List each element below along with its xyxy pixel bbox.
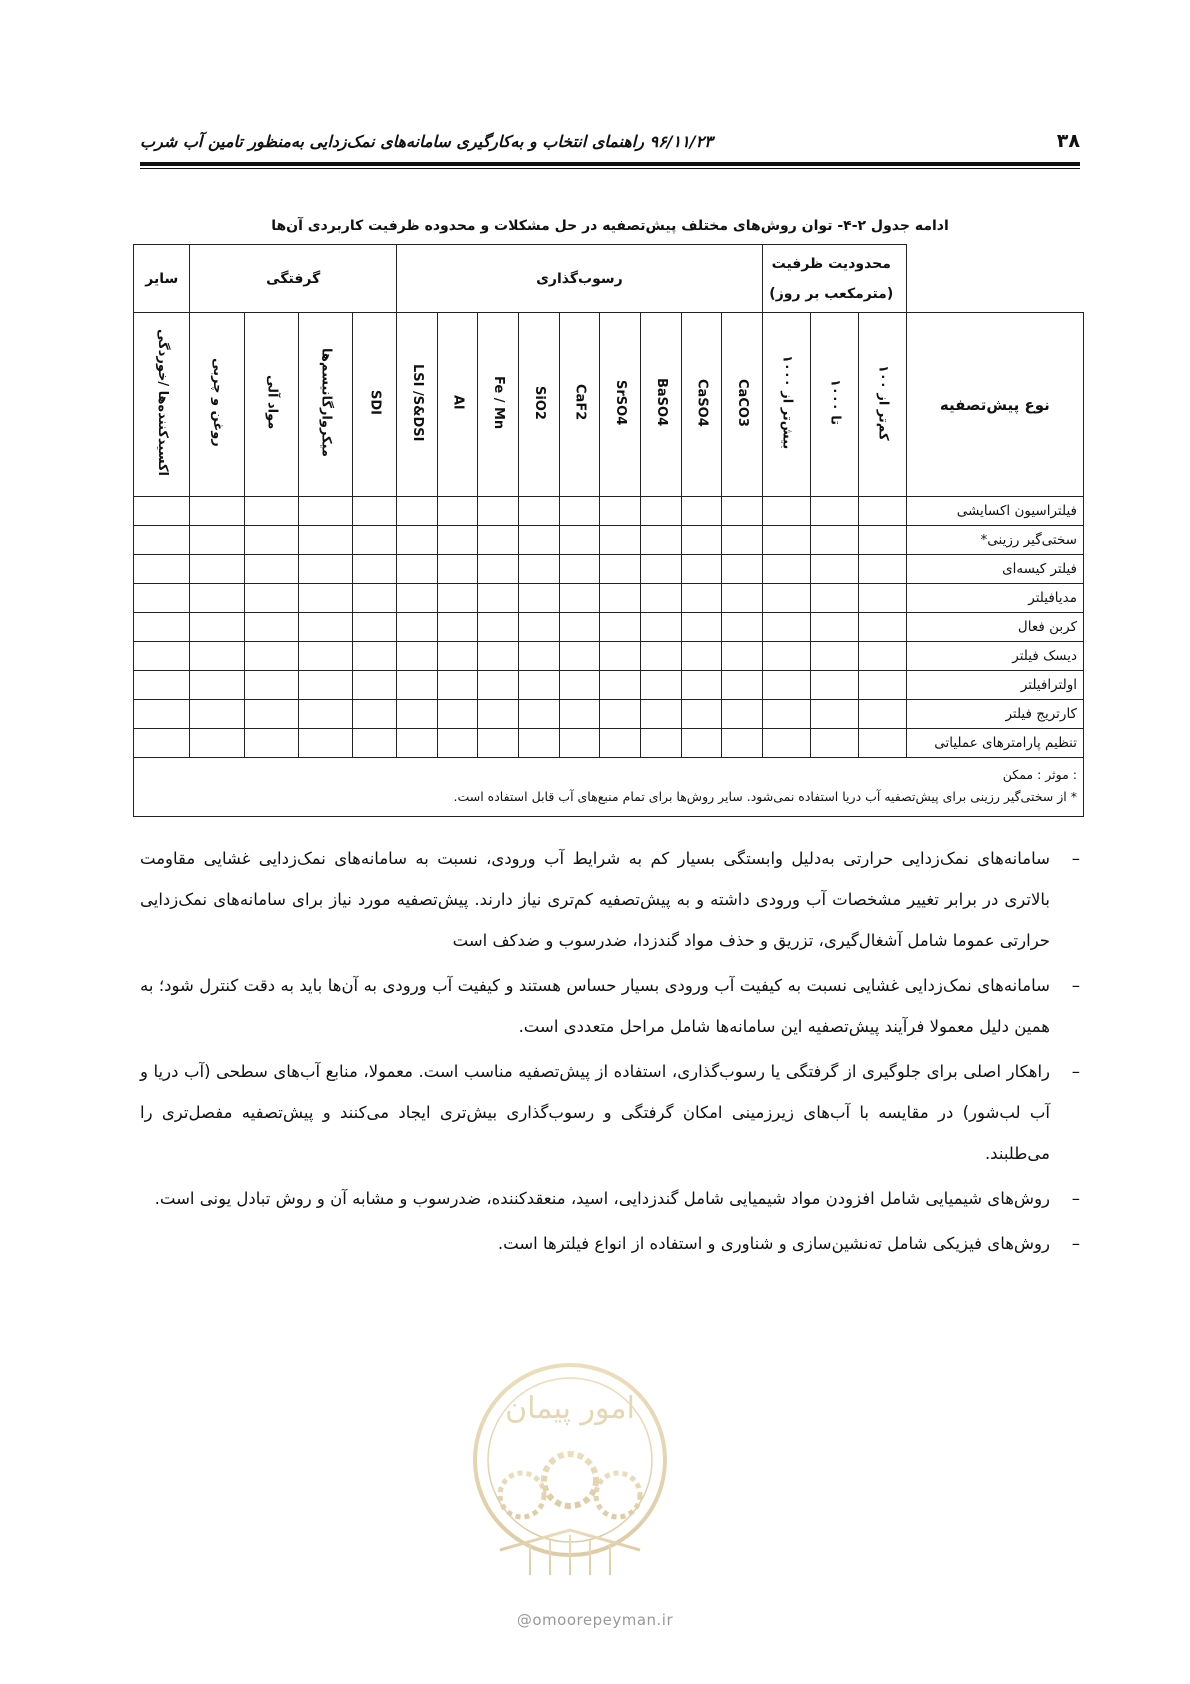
table-cell bbox=[190, 613, 244, 642]
table-cell bbox=[559, 584, 600, 613]
table-cell bbox=[640, 700, 681, 729]
table-cell bbox=[134, 526, 190, 555]
table-cell bbox=[298, 671, 352, 700]
table-cell bbox=[478, 555, 519, 584]
table-cell bbox=[559, 671, 600, 700]
col-sio2: SiO2 bbox=[518, 313, 559, 497]
running-title: ۹۶/۱۱/۲۳ راهنمای انتخاب و به‌کارگیری سامانه‌های نمک‌زدایی به‌منظور تامین آب شرب bbox=[140, 132, 713, 151]
table-cell bbox=[640, 613, 681, 642]
table-cell bbox=[810, 613, 858, 642]
table-cell bbox=[681, 729, 722, 758]
table-cell bbox=[810, 700, 858, 729]
table-cell bbox=[722, 729, 763, 758]
table-row bbox=[134, 613, 1084, 642]
bullet-item: – سامانه‌های نمک‌زدایی غشایی نسبت به کیفیت آب ورودی بسیار حساس هستند و کیفیت آب ورودی به آن‌ها باید به دقت کنترل شود؛ به همین دلیل معمولا فرآیند پیش‌تصفیه این سامانه‌ها شامل مراحل متعددی است. bbox=[140, 965, 1080, 1047]
table-cell bbox=[244, 555, 298, 584]
legend: : موثر : ممکن bbox=[1002, 767, 1077, 782]
table-cell bbox=[298, 700, 352, 729]
table-row bbox=[134, 584, 1084, 613]
table-cell bbox=[681, 671, 722, 700]
table-cell bbox=[722, 613, 763, 642]
table-cell bbox=[722, 497, 763, 526]
table-notes bbox=[134, 758, 1084, 817]
table-cell bbox=[518, 613, 559, 642]
bullet-dash: – bbox=[1071, 1234, 1080, 1253]
table-cell bbox=[244, 642, 298, 671]
table-row bbox=[134, 671, 1084, 700]
col-capacity-lt100: کم‌تر از ۱۰۰ bbox=[858, 313, 906, 497]
col-sdi: SDI bbox=[353, 313, 397, 497]
pretreatment-table bbox=[133, 244, 1084, 817]
row-label: فیلتراسیون اکسایشی bbox=[906, 497, 1083, 526]
table-cell bbox=[640, 497, 681, 526]
table-cell bbox=[190, 526, 244, 555]
table-cell bbox=[298, 642, 352, 671]
table-cell bbox=[762, 671, 810, 700]
col-al: Al bbox=[437, 313, 478, 497]
table-cell bbox=[600, 497, 641, 526]
table-row bbox=[134, 642, 1084, 671]
type-header-blank bbox=[906, 245, 1083, 313]
table-cell bbox=[396, 497, 437, 526]
table-cell bbox=[298, 497, 352, 526]
table-cell bbox=[478, 584, 519, 613]
table-row bbox=[134, 555, 1084, 584]
table-cell bbox=[244, 671, 298, 700]
table-cell bbox=[396, 584, 437, 613]
table-cell bbox=[244, 700, 298, 729]
table-cell bbox=[190, 729, 244, 758]
table-cell bbox=[518, 497, 559, 526]
table-cell bbox=[437, 729, 478, 758]
table-cell bbox=[762, 700, 810, 729]
table-cell bbox=[810, 526, 858, 555]
table-cell bbox=[437, 497, 478, 526]
col-srso4: SrSO4 bbox=[600, 313, 641, 497]
table-cell bbox=[134, 729, 190, 758]
table-row bbox=[134, 729, 1084, 758]
header-rule-thin bbox=[140, 168, 1080, 169]
table-cell bbox=[134, 497, 190, 526]
page-header bbox=[140, 128, 1080, 168]
table-cell bbox=[600, 700, 641, 729]
table-cell bbox=[858, 526, 906, 555]
col-capacity-to1000: تا ۱۰۰۰ bbox=[810, 313, 858, 497]
table-cell bbox=[640, 729, 681, 758]
col-caco3: CaCO3 bbox=[722, 313, 763, 497]
table-cell bbox=[298, 729, 352, 758]
row-label: اولترافیلتر bbox=[906, 671, 1083, 700]
table-cell bbox=[810, 555, 858, 584]
table-cell bbox=[810, 671, 858, 700]
table-cell bbox=[559, 700, 600, 729]
table-cell bbox=[353, 526, 397, 555]
scaling-group-header: رسوب‌گذاری bbox=[396, 245, 762, 313]
table-cell bbox=[244, 613, 298, 642]
table-cell bbox=[518, 555, 559, 584]
table-cell bbox=[518, 700, 559, 729]
row-label: سختی‌گیر رزینی* bbox=[906, 526, 1083, 555]
table-cell bbox=[437, 642, 478, 671]
row-label: کربن فعال bbox=[906, 613, 1083, 642]
table-cell bbox=[298, 584, 352, 613]
col-capacity-gt1000: بیش‌تر از ۱۰۰۰ bbox=[762, 313, 810, 497]
table-caption: ادامه جدول ۲-۴- توان روش‌های مختلف پیش‌تصفیه در حل مشکلات و محدوده ظرفیت کاربردی آن‌ها bbox=[271, 218, 949, 234]
bullet-dash: – bbox=[1071, 976, 1080, 995]
col-fe-mn: Fe / Mn bbox=[478, 313, 519, 497]
col-baso4: BaSO4 bbox=[640, 313, 681, 497]
table-cell bbox=[353, 700, 397, 729]
table-cell bbox=[353, 584, 397, 613]
col-microorganisms: میکروارگانیسم‌ها bbox=[298, 313, 352, 497]
table-cell bbox=[478, 526, 519, 555]
table-cell bbox=[722, 700, 763, 729]
table-cell bbox=[681, 700, 722, 729]
table-cell bbox=[134, 642, 190, 671]
bullet-dash: – bbox=[1071, 1062, 1080, 1081]
table-cell bbox=[353, 671, 397, 700]
fouling-group-header: گرفتگی bbox=[190, 245, 396, 313]
table-cell bbox=[722, 555, 763, 584]
table-cell bbox=[353, 555, 397, 584]
table-cell bbox=[244, 584, 298, 613]
table-cell bbox=[134, 555, 190, 584]
table-cell bbox=[244, 497, 298, 526]
table-cell bbox=[190, 497, 244, 526]
table-cell bbox=[600, 671, 641, 700]
table-cell bbox=[762, 555, 810, 584]
table-cell bbox=[640, 526, 681, 555]
col-lsi-sdsi: LSI /S&DSI bbox=[396, 313, 437, 497]
table-cell bbox=[190, 700, 244, 729]
table-cell bbox=[858, 497, 906, 526]
table-cell bbox=[518, 642, 559, 671]
table-cell bbox=[681, 526, 722, 555]
table-cell bbox=[600, 584, 641, 613]
table-cell bbox=[681, 584, 722, 613]
table-cell bbox=[396, 526, 437, 555]
row-label: تنظیم پارامترهای عملیاتی bbox=[906, 729, 1083, 758]
table-cell bbox=[722, 642, 763, 671]
table-cell bbox=[600, 613, 641, 642]
col-oil-grease: روغن و چربی bbox=[190, 313, 244, 497]
table-cell bbox=[437, 700, 478, 729]
table-cell bbox=[190, 642, 244, 671]
table-cell bbox=[722, 671, 763, 700]
bullet-item: – روش‌های شیمیایی شامل افزودن مواد شیمیایی شامل گندزدایی، اسید، منعقدکننده، ضدرسوب و مشابه آن و روش تبادل یونی است. bbox=[140, 1178, 1080, 1219]
table-cell bbox=[600, 729, 641, 758]
table-cell bbox=[298, 555, 352, 584]
watermark-site: @omoorepeyman.ir bbox=[516, 1611, 674, 1629]
table-cell bbox=[762, 526, 810, 555]
watermark-logo-text: امور پیمان bbox=[505, 1391, 635, 1426]
table-cell bbox=[559, 555, 600, 584]
table-cell bbox=[244, 729, 298, 758]
table-cell bbox=[396, 671, 437, 700]
table-cell bbox=[518, 729, 559, 758]
table-cell bbox=[681, 497, 722, 526]
table-cell bbox=[437, 555, 478, 584]
table-cell bbox=[762, 729, 810, 758]
capacity-header-label: محدودیت ظرفیت bbox=[771, 255, 891, 272]
table-row bbox=[134, 526, 1084, 555]
table-cell bbox=[762, 497, 810, 526]
table-cell bbox=[298, 526, 352, 555]
table-cell bbox=[600, 526, 641, 555]
bullet-item: – روش‌های فیزیکی شامل ته‌نشین‌سازی و شناوری و استفاده از انواع فیلترها است. bbox=[140, 1223, 1080, 1264]
body-text bbox=[140, 838, 1080, 1268]
table-cell bbox=[244, 526, 298, 555]
table-cell bbox=[437, 526, 478, 555]
table-row bbox=[134, 700, 1084, 729]
table-cell bbox=[353, 642, 397, 671]
table-cell bbox=[298, 613, 352, 642]
table-cell bbox=[858, 642, 906, 671]
table-cell bbox=[437, 671, 478, 700]
bullet-dash: – bbox=[1071, 849, 1080, 868]
table-cell bbox=[640, 584, 681, 613]
table-cell bbox=[858, 700, 906, 729]
row-label: مدیافیلتر bbox=[906, 584, 1083, 613]
table-cell bbox=[396, 700, 437, 729]
table-cell bbox=[396, 729, 437, 758]
table-cell bbox=[134, 700, 190, 729]
row-label: کارتریج فیلتر bbox=[906, 700, 1083, 729]
table-cell bbox=[518, 526, 559, 555]
pretreatment-type-header: نوع پیش‌تصفیه bbox=[906, 313, 1083, 497]
table-cell bbox=[353, 613, 397, 642]
table-cell bbox=[858, 555, 906, 584]
table-cell bbox=[134, 584, 190, 613]
table-cell bbox=[810, 729, 858, 758]
table-cell bbox=[810, 584, 858, 613]
table-cell bbox=[600, 642, 641, 671]
col-oxidants-corrosion: اکسیدکننده‌ها /خوردگی bbox=[134, 313, 190, 497]
table-cell bbox=[134, 613, 190, 642]
table-cell bbox=[600, 555, 641, 584]
table-cell bbox=[559, 497, 600, 526]
table-cell bbox=[478, 497, 519, 526]
bullet-item: – راهکار اصلی برای جلوگیری از گرفتگی یا رسوب‌گذاری، استفاده از پیش‌تصفیه مناسب است. معمولا، منابع آب‌های سطحی (آب دریا و آب لب‌شور) در مقایسه با آب‌های زیرزمینی امکان گرفتگی و رسوب‌گذاری بیش‌تری ایجاد می‌کنند و پیش‌تصفیه مفصل‌تری را می‌طلبند. bbox=[140, 1051, 1080, 1174]
table-cell bbox=[396, 555, 437, 584]
table-row bbox=[134, 497, 1084, 526]
col-caso4: CaSO4 bbox=[681, 313, 722, 497]
table-cell bbox=[722, 526, 763, 555]
table-cell bbox=[190, 555, 244, 584]
bullet-dash: – bbox=[1071, 1189, 1080, 1208]
table-cell bbox=[858, 729, 906, 758]
table-cell bbox=[681, 555, 722, 584]
table-cell bbox=[640, 642, 681, 671]
table-cell bbox=[640, 671, 681, 700]
table-cell bbox=[559, 729, 600, 758]
col-organic-matter: مواد آلی bbox=[244, 313, 298, 497]
watermark-seal bbox=[460, 1340, 680, 1590]
table-cell bbox=[478, 700, 519, 729]
capacity-group-header bbox=[762, 245, 906, 313]
table-cell bbox=[762, 584, 810, 613]
table-cell bbox=[762, 642, 810, 671]
table-cell bbox=[437, 613, 478, 642]
col-caf2: CaF2 bbox=[559, 313, 600, 497]
table-cell bbox=[762, 613, 810, 642]
header-rule-thick bbox=[140, 162, 1080, 166]
table-cell bbox=[478, 613, 519, 642]
page-number: ۳۸ bbox=[1056, 130, 1080, 152]
table-cell bbox=[437, 584, 478, 613]
table-cell bbox=[518, 584, 559, 613]
table-cell bbox=[478, 642, 519, 671]
table-cell bbox=[681, 613, 722, 642]
table-cell bbox=[478, 671, 519, 700]
table-cell bbox=[722, 584, 763, 613]
footnote: * از سختی‌گیر رزینی برای پیش‌تصفیه آب دریا استفاده نمی‌شود. سایر روش‌ها برای تمام منبع‌های آب قابل استفاده است. bbox=[453, 789, 1077, 804]
table-cell bbox=[858, 671, 906, 700]
table-cell bbox=[810, 642, 858, 671]
row-label: دیسک فیلتر bbox=[906, 642, 1083, 671]
table-cell bbox=[396, 613, 437, 642]
table-cell bbox=[858, 613, 906, 642]
table-cell bbox=[396, 642, 437, 671]
table-cell bbox=[190, 671, 244, 700]
table-cell bbox=[353, 497, 397, 526]
table-cell bbox=[353, 729, 397, 758]
table-cell bbox=[478, 729, 519, 758]
table-cell bbox=[858, 584, 906, 613]
bullet-item: – سامانه‌های نمک‌زدایی حرارتی به‌دلیل وابستگی بسیار کم به شرایط آب ورودی، نسبت به سامانه‌های نمک‌زدایی غشایی مقاومت بالاتری در برابر تغییر مشخصات آب ورودی داشته و به پیش‌تصفیه کم‌تری نیاز دارند. پیش‌تصفیه مورد نیاز برای سامانه‌های نمک‌زدایی حرارتی عموما شامل آشغال‌گیری، تزریق و حذف مواد گندزدا، ضدرسوب و ضدکف است bbox=[140, 838, 1080, 961]
table-cell bbox=[134, 671, 190, 700]
table-cell bbox=[559, 613, 600, 642]
table-cell bbox=[559, 642, 600, 671]
table-cell bbox=[681, 642, 722, 671]
table-cell bbox=[190, 584, 244, 613]
table-cell bbox=[810, 497, 858, 526]
row-label: فیلتر کیسه‌ای bbox=[906, 555, 1083, 584]
table-cell bbox=[518, 671, 559, 700]
capacity-unit-label: (مترمکعب بر روز) bbox=[769, 285, 894, 302]
table-cell bbox=[559, 526, 600, 555]
table-cell bbox=[640, 555, 681, 584]
other-group-header: سایر bbox=[134, 245, 190, 313]
